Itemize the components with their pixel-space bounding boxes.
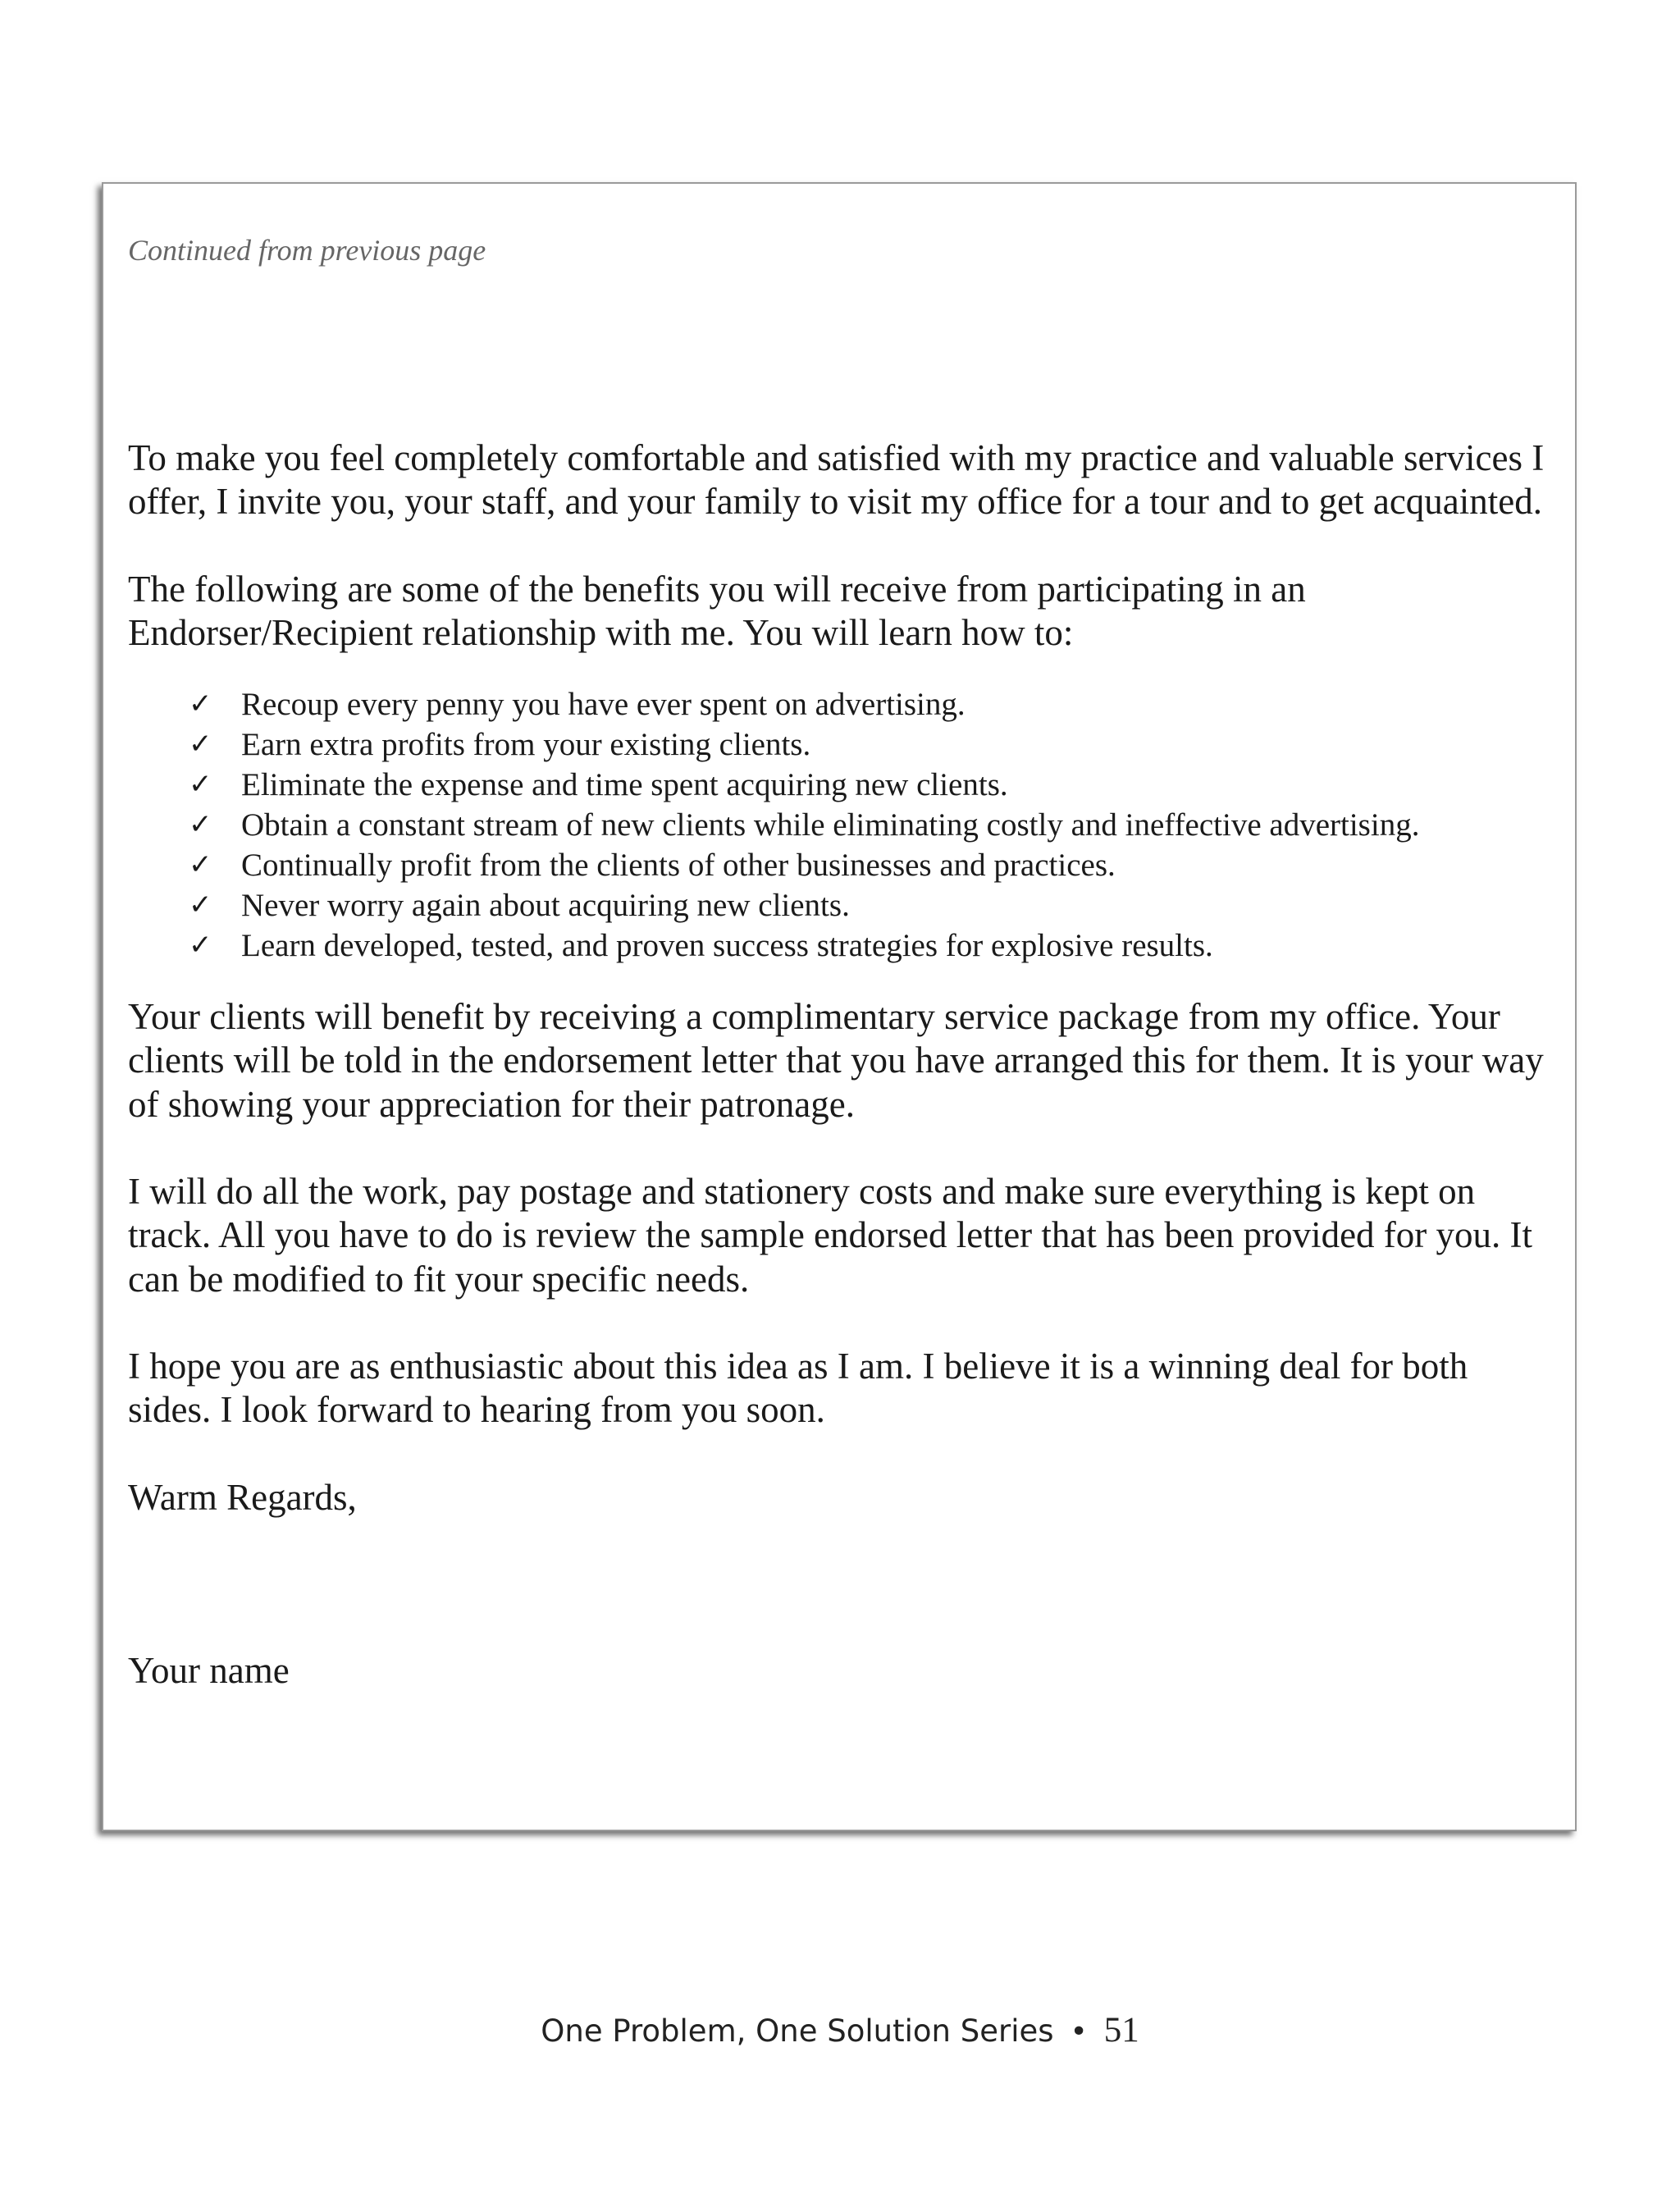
page-number: 51 — [1103, 2011, 1139, 2050]
list-item — [189, 765, 1555, 805]
paragraph-client-benefit: Your clients will benefit by receiving a complimentary service package from my office. Your clients will be told in the endorsement letter that you have arranged this for them. It is your way of showing your appreciation for their patronage. — [128, 996, 1544, 1125]
checkmark-icon: ✓ — [189, 848, 212, 882]
benefits-list — [128, 684, 1555, 966]
benefit-text: Recoup every penny you have ever spent on advertising. — [241, 687, 966, 723]
checkmark-icon: ✓ — [189, 728, 212, 761]
signature-space — [128, 1563, 1555, 1649]
benefit-text: Never worry again about acquiring new clients. — [241, 888, 850, 924]
series-title: One Problem, One Solution Series — [541, 2013, 1054, 2049]
list-item — [189, 724, 1555, 765]
benefit-text: Continually profit from the clients of other businesses and practices. — [241, 848, 1116, 884]
list-item — [189, 925, 1555, 966]
continued-note: Continued from previous page — [128, 234, 486, 267]
checkmark-icon: ✓ — [189, 808, 212, 842]
checkmark-icon: ✓ — [189, 768, 212, 802]
list-item — [189, 684, 1555, 724]
list-item — [189, 805, 1555, 845]
page-footer — [0, 2010, 1680, 2050]
list-item — [189, 885, 1555, 925]
letter-body — [128, 436, 1555, 1736]
benefit-text: Obtain a constant stream of new clients while eliminating costly and ineffective advertising. — [241, 807, 1420, 843]
benefit-text: Learn developed, tested, and proven success strategies for explosive results. — [241, 928, 1213, 964]
paragraph-closing-hope: I hope you are as enthusiastic about this idea as I am. I believe it is a winning deal for both sides. I look forward to hearing from you soon. — [128, 1345, 1468, 1431]
signature-name: Your name — [128, 1649, 290, 1691]
checkmark-icon: ✓ — [189, 688, 212, 721]
paragraph-benefits-intro: The following are some of the benefits you will receive from participating in an Endorser/Recipient relationship with me. You will learn how to: — [128, 568, 1306, 653]
footer-separator: • — [1070, 2015, 1088, 2049]
benefit-text: Earn extra profits from your existing clients. — [241, 727, 811, 763]
paragraph-work: I will do all the work, pay postage and stationery costs and make sure everything is kept on track. All you have to do is review the sample endorsed letter that has been provided for you. It can be modified to fit your specific needs. — [128, 1171, 1532, 1300]
checkmark-icon: ✓ — [189, 929, 212, 962]
checkmark-icon: ✓ — [189, 889, 212, 922]
paragraph-invitation: To make you feel completely comfortable and satisfied with my practice and valuable services I offer, I invite you, your staff, and your family to visit my office for a tour and to get acquainted. — [128, 437, 1545, 523]
list-item — [189, 845, 1555, 885]
letter-box — [102, 182, 1577, 1831]
benefit-text: Eliminate the expense and time spent acquiring new clients. — [241, 767, 1008, 803]
closing-salutation: Warm Regards, — [128, 1476, 357, 1518]
